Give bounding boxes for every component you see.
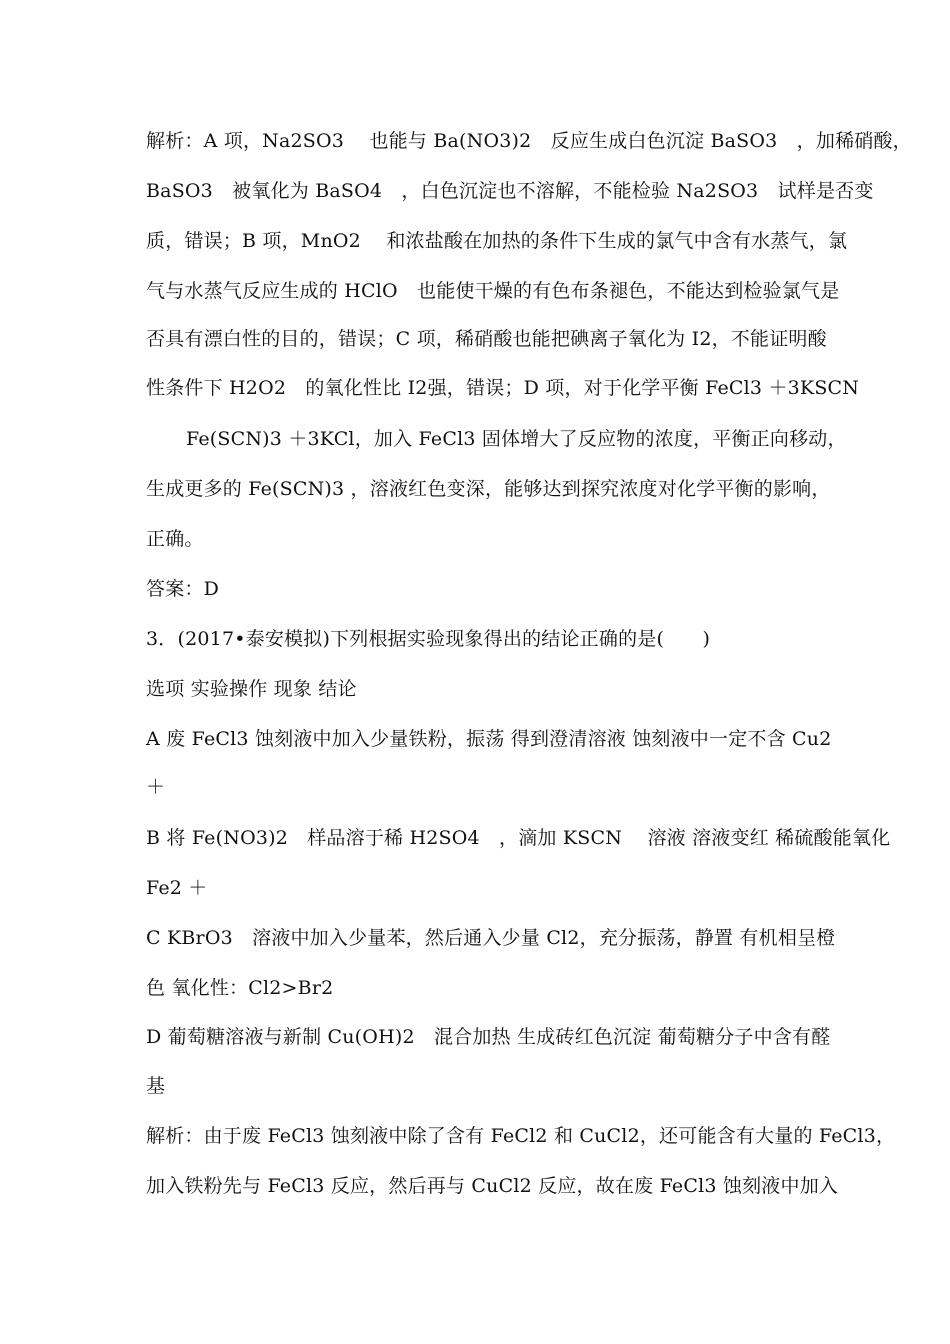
- analysis-line-4: 气与水蒸气反应生成的 HClO 也能使干燥的有色布条褪色，不能达到检验氯气是: [146, 280, 840, 302]
- answer-line: 答案：D: [146, 578, 220, 600]
- option-a-line: A 废 FeCl3 蚀刻液中加入少量铁粉，振荡 得到澄清溶液 蚀刻液中一定不含 Cu2: [146, 728, 832, 750]
- analysis-line-3: 质，错误；B 项，MnO2 和浓盐酸在加热的条件下生成的氯气中含有水蒸气，氯: [146, 230, 848, 252]
- option-d-line: D 葡萄糖溶液与新制 Cu(OH)2 混合加热 生成砖红色沉淀 葡萄糖分子中含有醛: [146, 1026, 831, 1048]
- table-header-line: 选项 实验操作 现象 结论: [146, 678, 357, 700]
- option-d-continuation: 基: [146, 1075, 166, 1097]
- analysis-line-2: BaSO3 被氧化为 BaSO4 ，白色沉淀也不溶解，不能检验 Na2SO3 试样是否变: [146, 180, 874, 202]
- option-c-continuation: 色 氧化性：Cl2>Br2: [146, 977, 334, 999]
- analysis-line-5: 否具有漂白性的目的，错误；C 项，稀硝酸也能把碘离子氧化为 I2，不能证明酸: [146, 328, 827, 350]
- option-a-continuation: ＋: [146, 776, 166, 798]
- option-b-line: B 将 Fe(NO3)2 样品溶于稀 H2SO4 ，滴加 KSCN 溶液 溶液变红 稀硫酸能氧化: [146, 827, 891, 849]
- option-b-continuation: Fe2 ＋: [146, 877, 208, 899]
- analysis-line-9: 正确。: [146, 528, 204, 550]
- question-title: 3．(2017•泰安模拟)下列根据实验现象得出的结论正确的是( ): [146, 628, 711, 650]
- analysis-2-line-2: 加入铁粉先与 FeCl3 反应，然后再与 CuCl2 反应，故在废 FeCl3 蚀刻液中加入: [146, 1175, 839, 1197]
- analysis-2-line-1: 解析：由于废 FeCl3 蚀刻液中除了含有 FeCl2 和 CuCl2，还可能含有大量的 FeCl3，: [146, 1125, 896, 1147]
- equation-continuation-line: Fe(SCN)3 ＋3KCl，加入 FeCl3 固体增大了反应物的浓度，平衡正向移动，: [186, 428, 847, 450]
- analysis-line-1: 解析：A 项，Na2SO3 也能与 Ba(NO3)2 反应生成白色沉淀 BaSO3 ，加稀硝酸，: [146, 130, 912, 152]
- analysis-line-6: 性条件下 H2O2 的氧化性比 I2强，错误；D 项，对于化学平衡 FeCl3 ＋3KSCN: [146, 377, 860, 399]
- option-c-line: C KBrO3 溶液中加入少量苯，然后通入少量 Cl2，充分振荡，静置 有机相呈橙: [146, 927, 836, 949]
- analysis-line-8: 生成更多的 Fe(SCN)3 ，溶液红色变深，能够达到探究浓度对化学平衡的影响，: [146, 478, 831, 500]
